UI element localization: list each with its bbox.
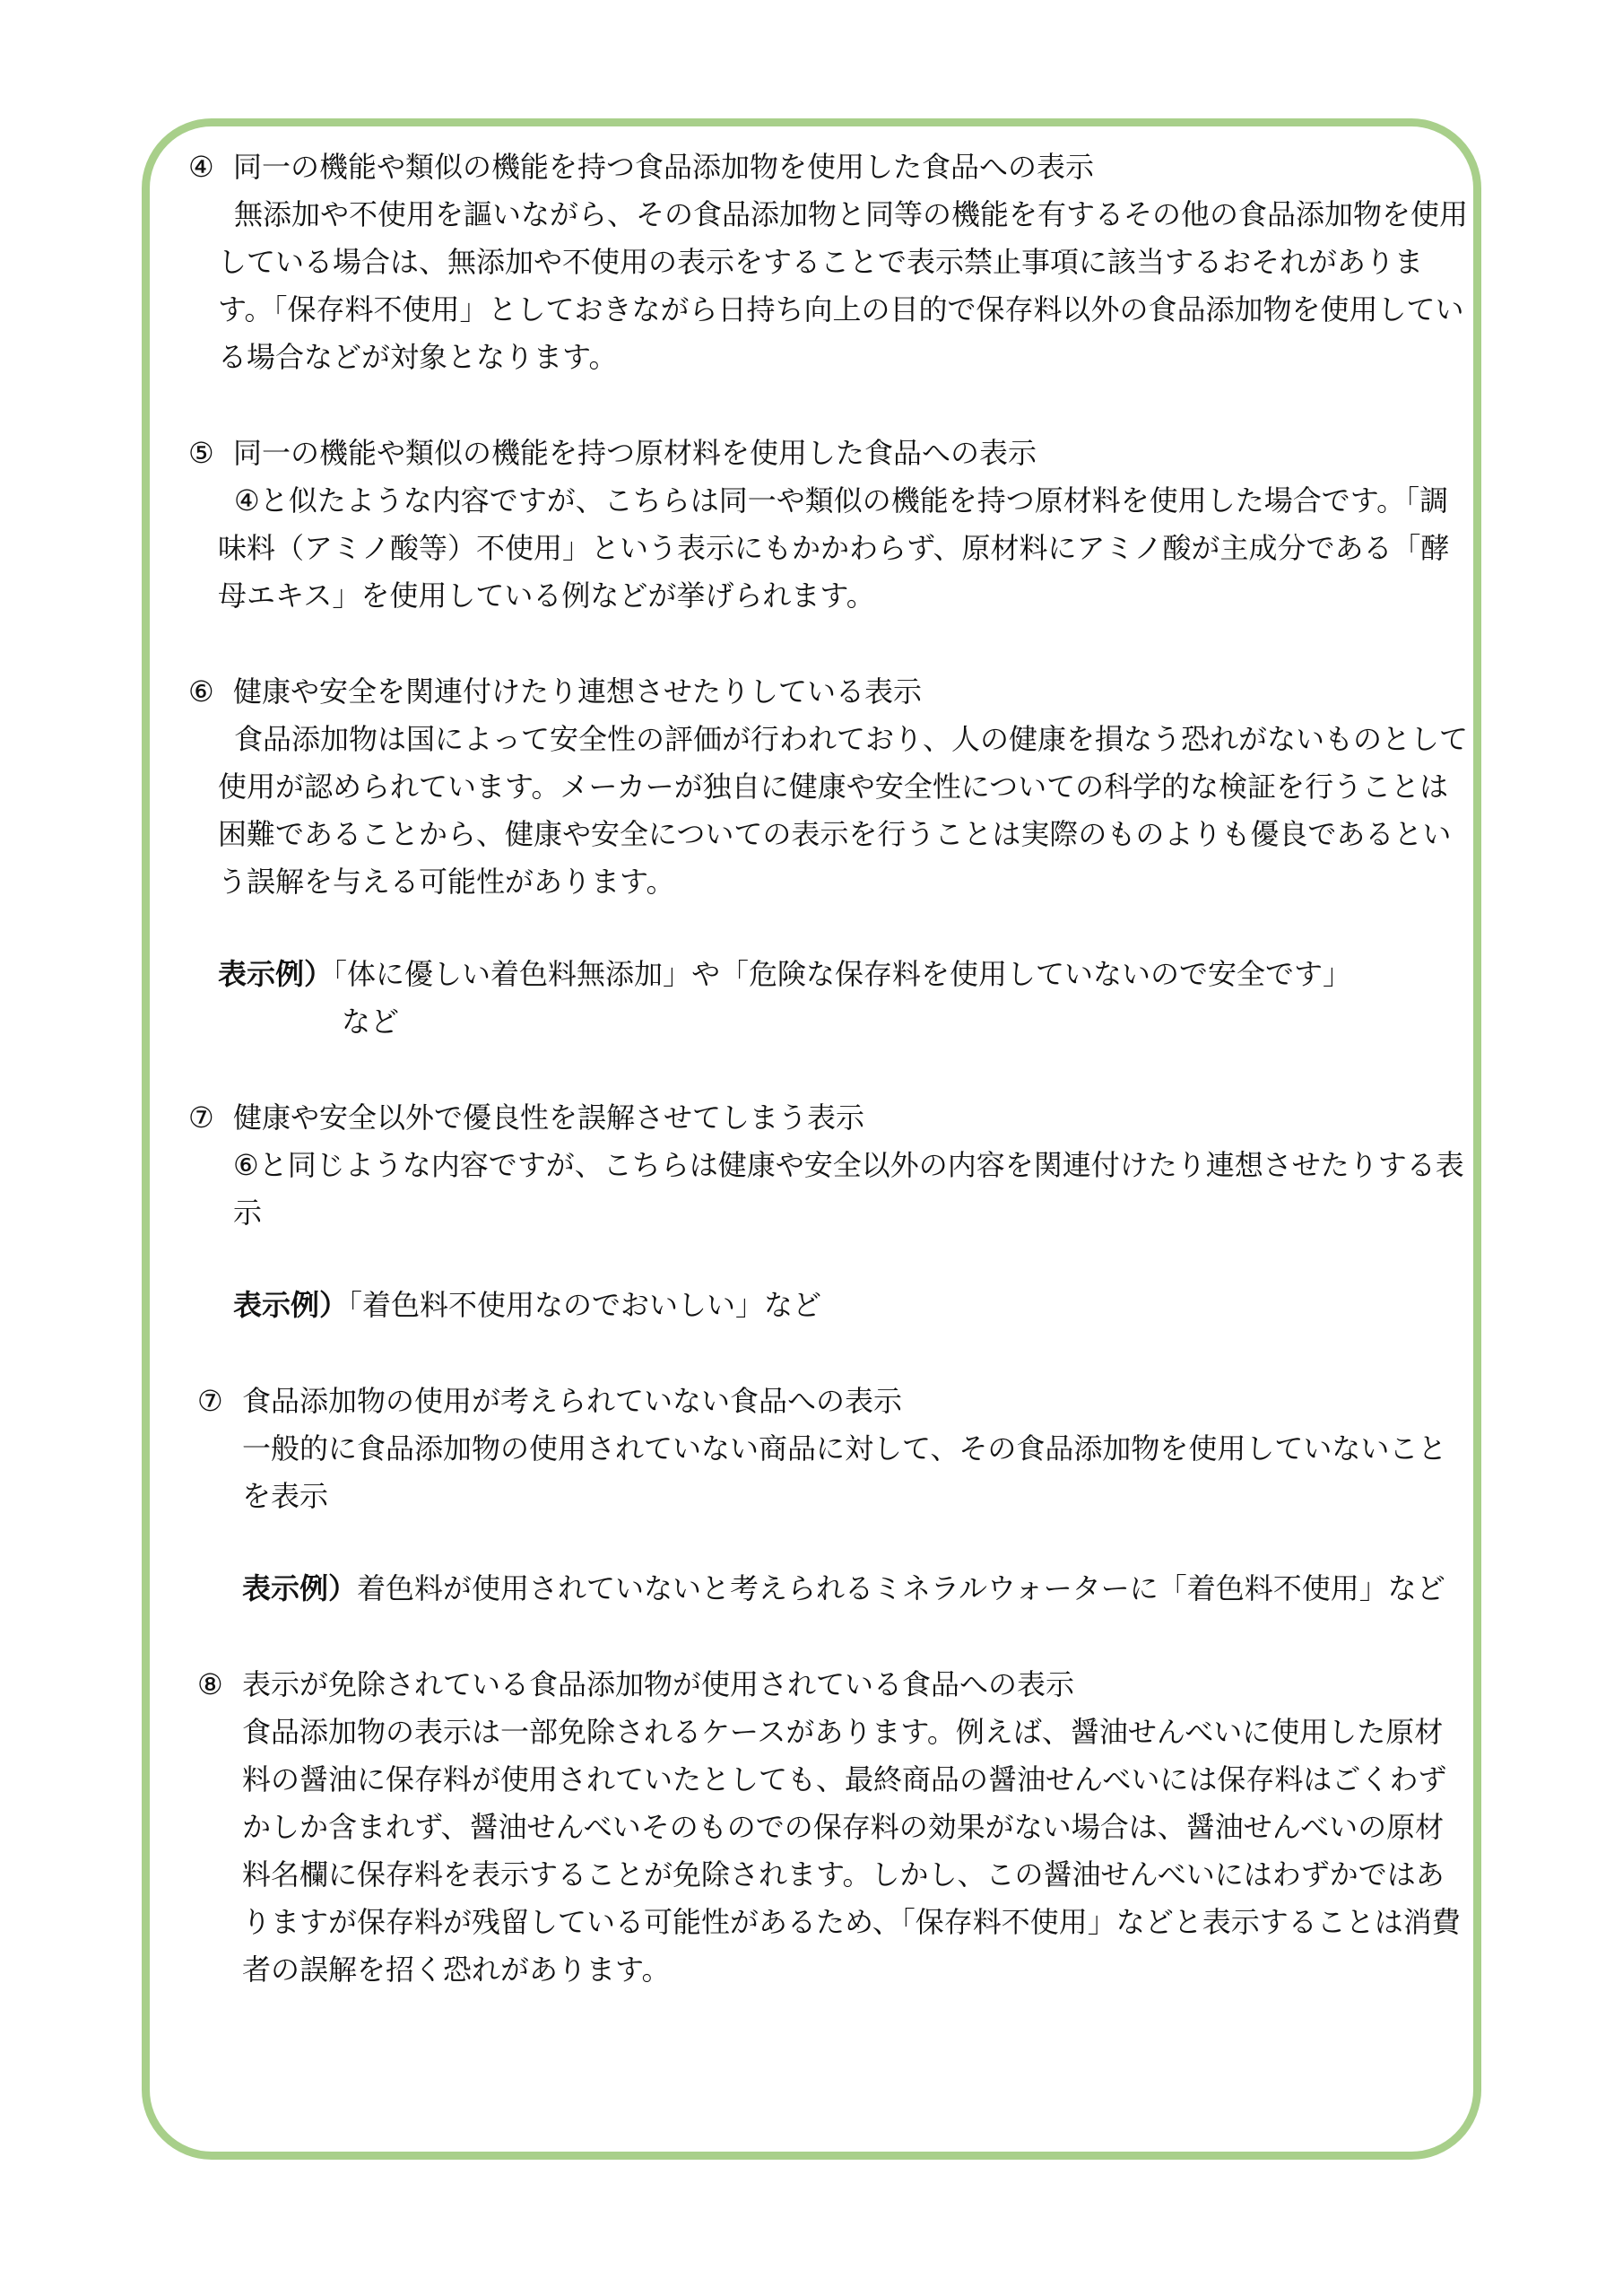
section-number: ⑤ [188,436,214,470]
section-title: 健康や安全以外で優良性を誤解させてしまう表示 [233,1100,865,1135]
example-text: 着色料が使用されていないと考えられるミネラルウォーターに「着色料不使用」など [357,1571,1445,1605]
display-example [233,1282,1484,1329]
section-title: 健康や安全を関連付けたり連想させたりしている表示 [233,674,923,709]
section-number: ⑧ [197,1667,223,1701]
display-example [218,951,1469,1046]
section-heading [188,430,1471,477]
section-number: ⑦ [188,1100,214,1135]
section-body: 食品添加物は国によって安全性の評価が行われており、人の健康を損なう恐れがないものとして使用が認められています。メーカーが独自に健康や安全性についての科学的な検証を行うことは困難であることから、健康や安全についての表示を行うことは実際のものよりも優良であるという誤解を与える可能性があります。 [218,722,1469,899]
section-body: ④と似たような内容ですが、こちらは同一や類似の機能を持つ原材料を使用した場合です。「調味料（アミノ酸等）不使用」という表示にもかかわらず、原材料にアミノ酸が主成分である「酵母エキス」を使用している例などが挙げられます。 [218,483,1450,613]
section-title: 表示が免除されている食品添加物が使用されている食品への表示 [242,1667,1075,1701]
example-text: 「着色料不使用なのでおいしい」など [348,1288,822,1322]
section-number: ④ [188,150,214,184]
section-heading [197,1378,1471,1425]
example-text: 「体に優しい着色料無添加」や「危険な保存料を使用していないので安全です」 [333,957,1352,991]
section-title: 同一の機能や類似の機能を持つ原材料を使用した食品への表示 [233,436,1037,470]
section-heading [188,1094,1471,1142]
section-5 [188,430,1471,620]
section-heading [188,668,1471,716]
example-label: 表示例） [233,1288,349,1322]
section-8 [197,1661,1471,1994]
section-4 [188,144,1471,381]
section-body: 無添加や不使用を謳いながら、その食品添加物と同等の機能を有するその他の食品添加物を使用している場合は、無添加や不使用の表示をすることで表示禁止事項に該当するおそれがあります。「保存料不使用」としておきながら日持ち向上の目的で保存料以外の食品添加物を使用している場合などが対象となります。 [218,197,1469,374]
document-content [188,144,1471,1994]
section-heading [197,1661,1471,1709]
section-body: 一般的に食品添加物の使用されていない商品に対して、その食品添加物を使用していないことを表示 [242,1431,1447,1513]
section-title: 同一の機能や類似の機能を持つ食品添加物を使用した食品への表示 [233,150,1095,184]
display-example [242,1565,1471,1613]
section-body: ⑥と同じような内容ですが、こちらは健康や安全以外の内容を関連付けたり連想させたりする表示 [233,1148,1464,1230]
example-label: 表示例） [242,1571,358,1605]
example-text-continued: など [342,1004,400,1039]
example-label: 表示例） [218,957,334,991]
section-number: ⑦ [197,1384,223,1418]
section-number: ⑥ [188,674,214,709]
section-6 [188,668,1471,1046]
section-7b [197,1378,1471,1613]
section-heading [188,144,1471,191]
section-body: 食品添加物の表示は一部免除されるケースがあります。例えば、醤油せんべいに使用した原材料の醤油に保存料が使用されていたとしても、最終商品の醤油せんべいには保存料はごくわずかしか含まれず、醤油せんべいそのものでの保存料の効果がない場合は、醤油せんべいの原材料名欄に保存料を表示することが免除されます。しかし、この醤油せんべいにはわずかではありますが保存料が残留している可能性があるため、「保存料不使用」などと表示することは消費者の誤解を招く恐れがあります。 [242,1715,1461,1987]
section-title: 食品添加物の使用が考えられていない食品への表示 [242,1384,903,1418]
section-7 [188,1094,1471,1329]
